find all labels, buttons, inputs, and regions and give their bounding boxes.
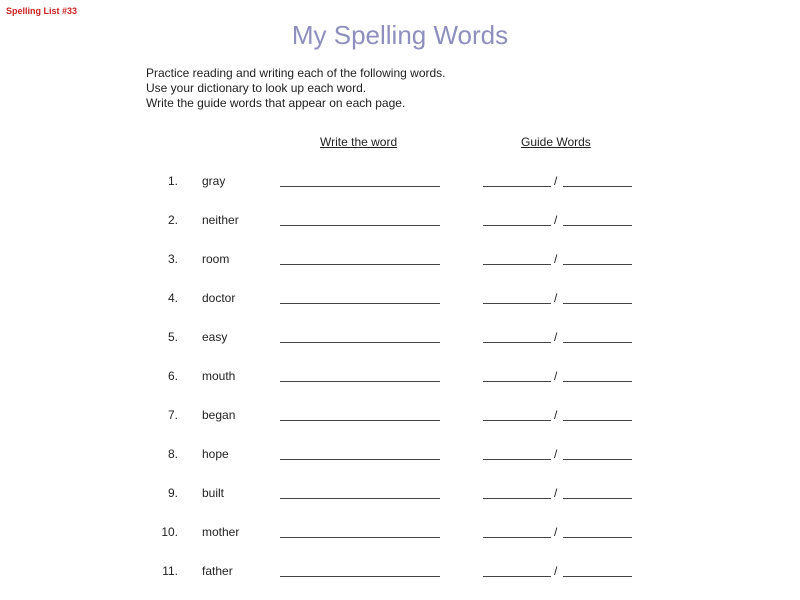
spelling-word: began <box>202 408 236 422</box>
write-word-blank[interactable] <box>280 459 440 460</box>
write-word-blank[interactable] <box>280 381 440 382</box>
instruction-line: Practice reading and writing each of the following words. <box>146 66 446 80</box>
word-number: 6. <box>167 369 178 383</box>
guide-word-separator: / <box>554 369 558 383</box>
word-row <box>0 560 800 584</box>
guide-word-last-blank[interactable] <box>563 420 632 421</box>
word-row <box>0 521 800 545</box>
guide-word-separator: / <box>554 408 558 422</box>
word-row <box>0 170 800 194</box>
guide-words-header: Guide Words <box>521 135 591 149</box>
guide-word-first-blank[interactable] <box>483 186 551 187</box>
guide-word-separator: / <box>554 174 558 188</box>
word-number: 8. <box>167 447 178 461</box>
guide-word-first-blank[interactable] <box>483 498 551 499</box>
guide-word-first-blank[interactable] <box>483 576 551 577</box>
write-word-blank[interactable] <box>280 303 440 304</box>
instructions <box>146 66 446 111</box>
write-word-blank[interactable] <box>280 537 440 538</box>
guide-word-first-blank[interactable] <box>483 537 551 538</box>
word-row <box>0 365 800 389</box>
guide-word-last-blank[interactable] <box>563 381 632 382</box>
write-word-blank[interactable] <box>280 498 440 499</box>
guide-word-separator: / <box>554 564 558 578</box>
guide-word-last-blank[interactable] <box>563 459 632 460</box>
write-the-word-header: Write the word <box>320 135 398 149</box>
spelling-list-label: Spelling List #33 <box>6 6 78 16</box>
guide-word-last-blank[interactable] <box>563 303 632 304</box>
word-row <box>0 443 800 467</box>
write-word-blank[interactable] <box>280 576 440 577</box>
guide-word-last-blank[interactable] <box>563 537 632 538</box>
instruction-line: Write the guide words that appear on each page. <box>146 96 406 110</box>
guide-word-last-blank[interactable] <box>563 498 632 499</box>
spelling-word: built <box>202 486 225 500</box>
guide-word-first-blank[interactable] <box>483 381 551 382</box>
write-word-blank[interactable] <box>280 264 440 265</box>
word-number: 1. <box>167 174 178 188</box>
guide-word-separator: / <box>554 213 558 227</box>
word-row <box>0 209 800 233</box>
spelling-word: mouth <box>202 369 236 383</box>
spelling-word: easy <box>202 330 228 344</box>
guide-word-first-blank[interactable] <box>483 342 551 343</box>
guide-word-separator: / <box>554 330 558 344</box>
guide-word-separator: / <box>554 447 558 461</box>
word-row <box>0 482 800 506</box>
word-number: 9. <box>167 486 178 500</box>
spelling-word: mother <box>202 525 240 539</box>
spelling-word: hope <box>202 447 229 461</box>
guide-word-last-blank[interactable] <box>563 186 632 187</box>
word-number: 7. <box>167 408 178 422</box>
write-word-blank[interactable] <box>280 420 440 421</box>
guide-word-separator: / <box>554 291 558 305</box>
guide-word-first-blank[interactable] <box>483 459 551 460</box>
guide-word-last-blank[interactable] <box>563 576 632 577</box>
guide-word-first-blank[interactable] <box>483 225 551 226</box>
guide-word-first-blank[interactable] <box>483 303 551 304</box>
guide-word-separator: / <box>554 486 558 500</box>
write-word-blank[interactable] <box>280 225 440 226</box>
word-row <box>0 404 800 428</box>
word-number: 10. <box>161 525 178 539</box>
spelling-word: gray <box>202 174 226 188</box>
guide-word-last-blank[interactable] <box>563 225 632 226</box>
spelling-word: father <box>202 564 233 578</box>
write-word-blank[interactable] <box>280 186 440 187</box>
guide-word-separator: / <box>554 525 558 539</box>
guide-word-last-blank[interactable] <box>563 264 632 265</box>
instruction-line: Use your dictionary to look up each word. <box>146 81 367 95</box>
spelling-word: doctor <box>202 291 236 305</box>
word-row <box>0 248 800 272</box>
word-number: 11. <box>162 564 178 578</box>
word-number: 3. <box>167 252 178 266</box>
guide-word-last-blank[interactable] <box>563 342 632 343</box>
guide-word-separator: / <box>554 252 558 266</box>
write-word-blank[interactable] <box>280 342 440 343</box>
page-title: My Spelling Words <box>291 20 509 50</box>
word-row <box>0 326 800 350</box>
word-number: 2. <box>167 213 178 227</box>
spelling-word: room <box>202 252 230 266</box>
spelling-word: neither <box>202 213 239 227</box>
word-number: 5. <box>167 330 178 344</box>
word-row <box>0 287 800 311</box>
guide-word-first-blank[interactable] <box>483 420 551 421</box>
guide-word-first-blank[interactable] <box>483 264 551 265</box>
word-number: 4. <box>167 291 178 305</box>
